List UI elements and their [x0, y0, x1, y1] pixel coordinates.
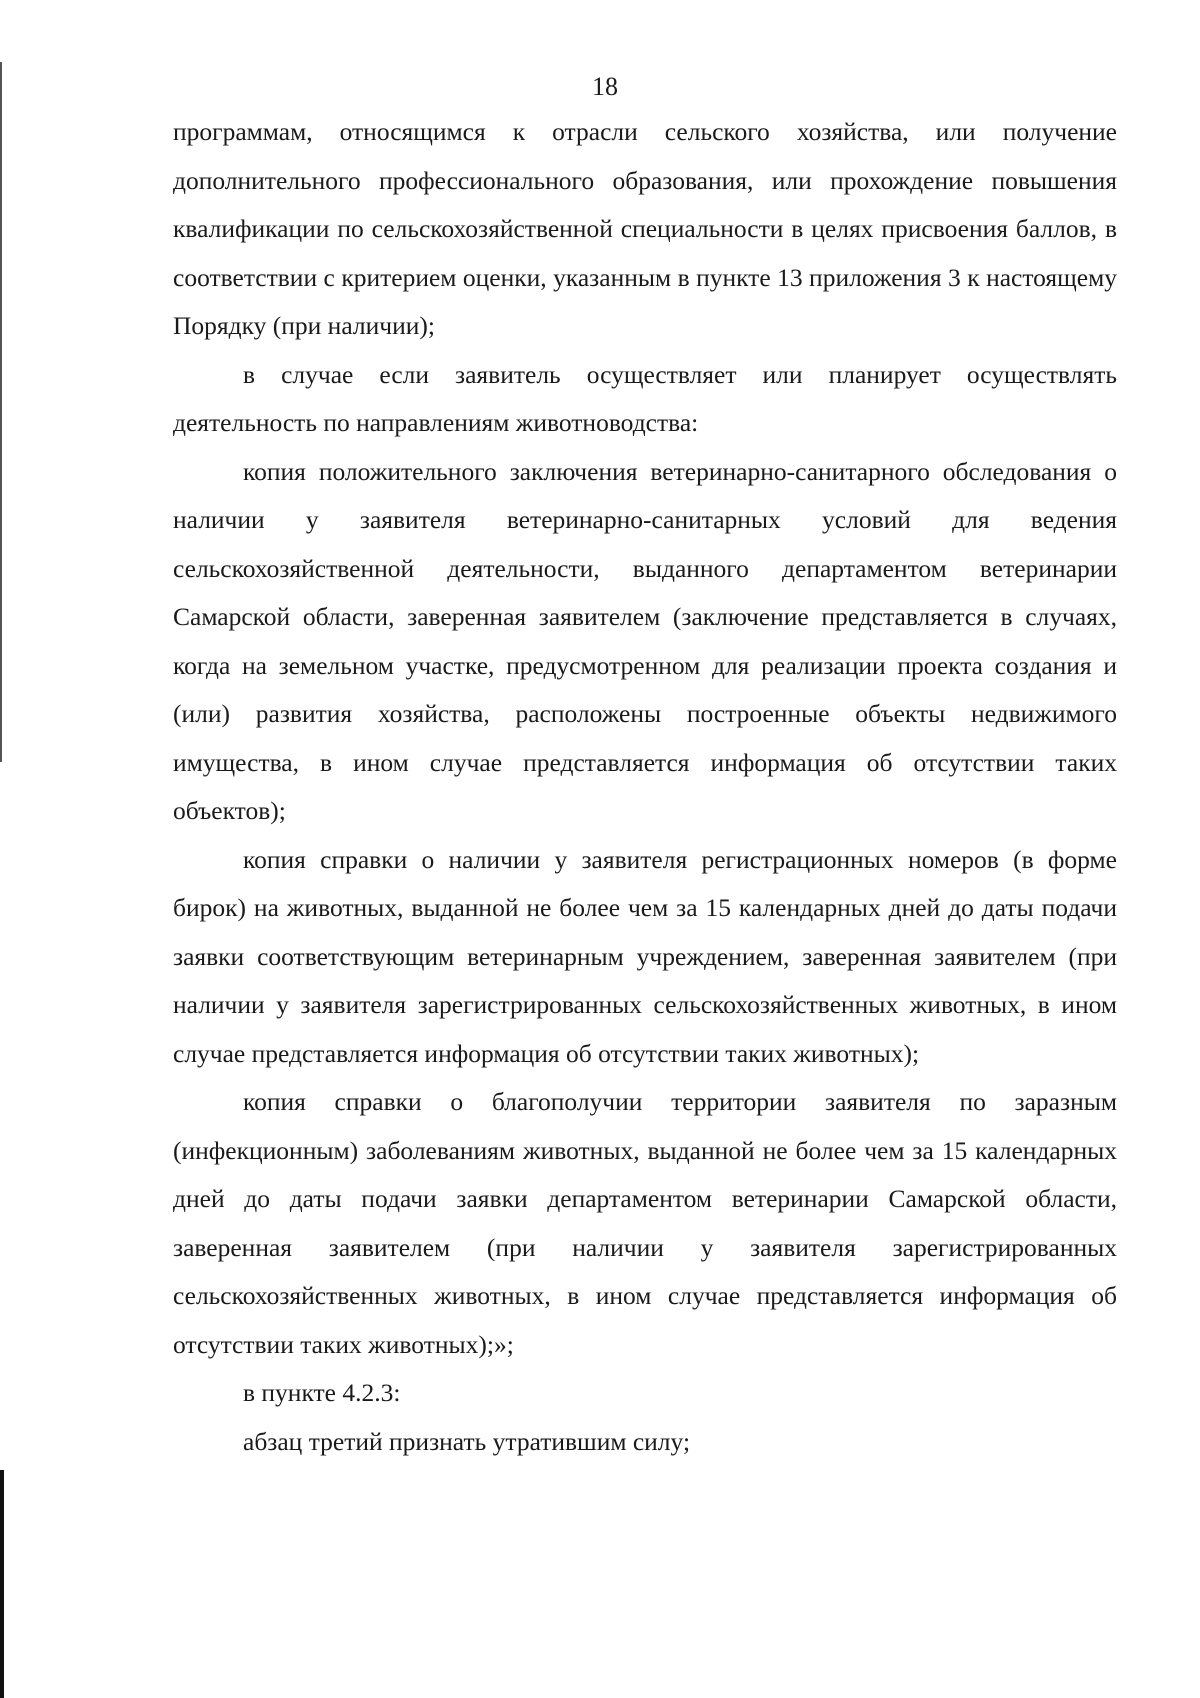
paragraph: абзац третий признать утратившим силу;: [243, 1426, 691, 1456]
paragraph: в случае если заявитель осуществляет или планирует осуществлять деятельность по направлениям животноводства:: [173, 359, 1117, 437]
paragraph: копия положительного заключения ветеринарно-санитарного обследования о наличии у заявителя ветеринарно-санитарных условий для ведения сельскохозяйственной деятельности, выданного департаментом ветеринарии Самарской области, заверенная заявителем (заключение представляется в случаях, когда на земельном участке, предусмотренном для реализации проекта создания и (или) развития хозяйства, расположены построенные объекты недвижимого имущества, в ином случае представляется информация об отсутствии таких объектов);: [173, 456, 1117, 825]
paragraph: в пункте 4.2.3:: [243, 1378, 401, 1407]
paragraph: копия справки о наличии у заявителя регистрационных номеров (в форме бирок) на животных, выданной не более чем за 15 календарных дней до даты подачи заявки соответствующим ветеринарным учреждением, заверенная заявителем (при наличии у заявителя зарегистрированных сельскохозяйственных животных, в ином случае представляется информация об отсутствии таких животных);: [173, 844, 1117, 1068]
paragraph: копия справки о благополучии территории заявителя по заразным (инфекционным) заболеваниям животных, выданной не более чем за 15 календарных дней до даты подачи заявки департаментом ветеринарии Самарской области, заверенная заявителем (при наличии у заявителя зарегистрированных сельскохозяйственных животных, в ином случае представляется информация об отсутствии таких животных);»;: [173, 1087, 1117, 1359]
document-body: [173, 108, 1117, 1466]
paragraph: программам, относящимся к отрасли сельского хозяйства, или получение дополнительного профессионального образования, или прохождение повышения квалификации по сельскохозяйственной специальности в целях присвоения баллов, в соответствии с критерием оценки, указанным в пункте 13 приложения 3 к настоящему Порядку (при наличии);: [173, 117, 1117, 340]
page-number: 18: [592, 72, 618, 101]
scan-edge-top: [0, 62, 2, 762]
scan-edge-bottom: [0, 1470, 4, 1698]
